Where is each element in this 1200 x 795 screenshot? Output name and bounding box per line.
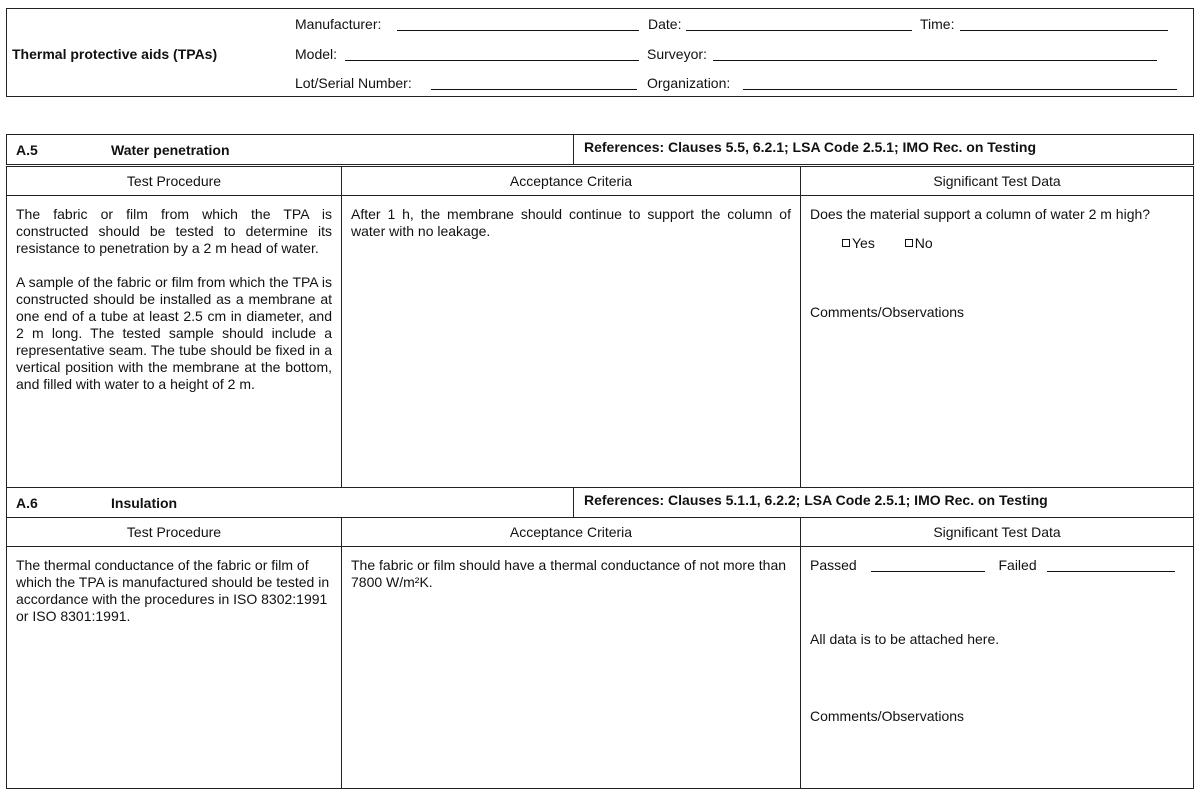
a6-failed-line[interactable]	[1047, 558, 1175, 572]
a5-col-criteria: Acceptance Criteria	[341, 166, 801, 196]
a6-procedure-text: The thermal conductance of the fabric or film of which the TPA is manufactured should be tested in accordance with the procedures in ISO 8302:1991 or ISO 8301:1991.	[16, 557, 330, 624]
a6-criteria-cell	[341, 546, 801, 789]
a5-procedure-p1: The fabric or film from which the TPA is constructed should be tested to determine its resistance to penetration by a 2 m head of water.	[16, 206, 332, 256]
time-label: Time:	[920, 16, 955, 32]
section-a6-name: Insulation	[111, 495, 178, 511]
a5-data-cell	[800, 195, 1194, 488]
a6-data-cell	[800, 546, 1194, 789]
a5-col-procedure: Test Procedure	[6, 166, 342, 196]
manufacturer-label: Manufacturer:	[295, 16, 382, 32]
a6-attached-note: All data is to be attached here.	[810, 631, 1000, 647]
a6-procedure-cell	[6, 546, 342, 789]
section-a6-header	[6, 487, 1194, 518]
form-title: Thermal protective aids (TPAs)	[12, 46, 218, 62]
section-a5-header	[6, 134, 1194, 165]
section-a6-references: References: Clauses 5.1.1, 6.2.2; LSA Code 2.5.1; IMO Rec. on Testing	[573, 488, 1048, 517]
a6-col-procedure: Test Procedure	[6, 517, 342, 547]
checkbox-icon[interactable]	[905, 239, 913, 247]
date-line[interactable]	[686, 30, 912, 31]
a5-no-option[interactable]: No	[905, 235, 933, 251]
model-line[interactable]	[345, 60, 639, 61]
a6-col-criteria: Acceptance Criteria	[341, 517, 801, 547]
lot-serial-label: Lot/Serial Number:	[295, 75, 412, 91]
organization-line[interactable]	[743, 89, 1177, 90]
a6-pass-fail-row	[810, 557, 1184, 577]
section-a5-references: References: Clauses 5.5, 6.2.1; LSA Code 2.5.1; IMO Rec. on Testing	[573, 135, 1036, 164]
a6-col-data: Significant Test Data	[800, 517, 1194, 547]
checkbox-icon[interactable]	[842, 239, 850, 247]
a5-comments-label: Comments/Observations	[810, 304, 965, 320]
date-label: Date:	[648, 16, 682, 32]
surveyor-label: Surveyor:	[647, 46, 707, 62]
lot-serial-line[interactable]	[431, 89, 637, 90]
section-a6-number: A.6	[16, 495, 38, 511]
a6-criteria-text: The fabric or film should have a thermal conductance of not more than 7800 W/m²K.	[351, 557, 787, 590]
a6-comments-label: Comments/Observations	[810, 708, 965, 724]
organization-label: Organization:	[647, 75, 731, 91]
a5-col-data: Significant Test Data	[800, 166, 1194, 196]
a5-procedure-p2: A sample of the fabric or film from which the TPA is constructed should be installed as a membrane at one end of a tube at least 2.5 cm in diameter, and 2 m long. The tested sample should include a representative seam. The tube should be fixed in a vertical position with the membrane at the bottom, and filled with water to a height of 2 m.	[16, 274, 332, 392]
model-label: Model:	[295, 46, 338, 62]
time-line[interactable]	[960, 30, 1168, 31]
a5-procedure-cell	[6, 195, 342, 488]
surveyor-line[interactable]	[713, 60, 1157, 61]
a6-failed-label: Failed	[998, 557, 1037, 573]
manufacturer-line[interactable]	[397, 30, 639, 31]
a5-question: Does the material support a column of water 2 m high?	[810, 206, 1151, 222]
form-header	[6, 8, 1194, 97]
a5-criteria-cell	[341, 195, 801, 488]
section-a5-number: A.5	[16, 142, 38, 158]
a5-criteria-text: After 1 h, the membrane should continue to support the column of water with no leakage.	[351, 206, 791, 239]
a5-yes-option[interactable]: Yes	[842, 235, 875, 251]
a6-passed-line[interactable]	[871, 558, 985, 572]
section-a5-name: Water penetration	[111, 142, 230, 158]
a5-yes-no-options	[842, 235, 1184, 252]
a6-passed-label: Passed	[810, 557, 857, 573]
